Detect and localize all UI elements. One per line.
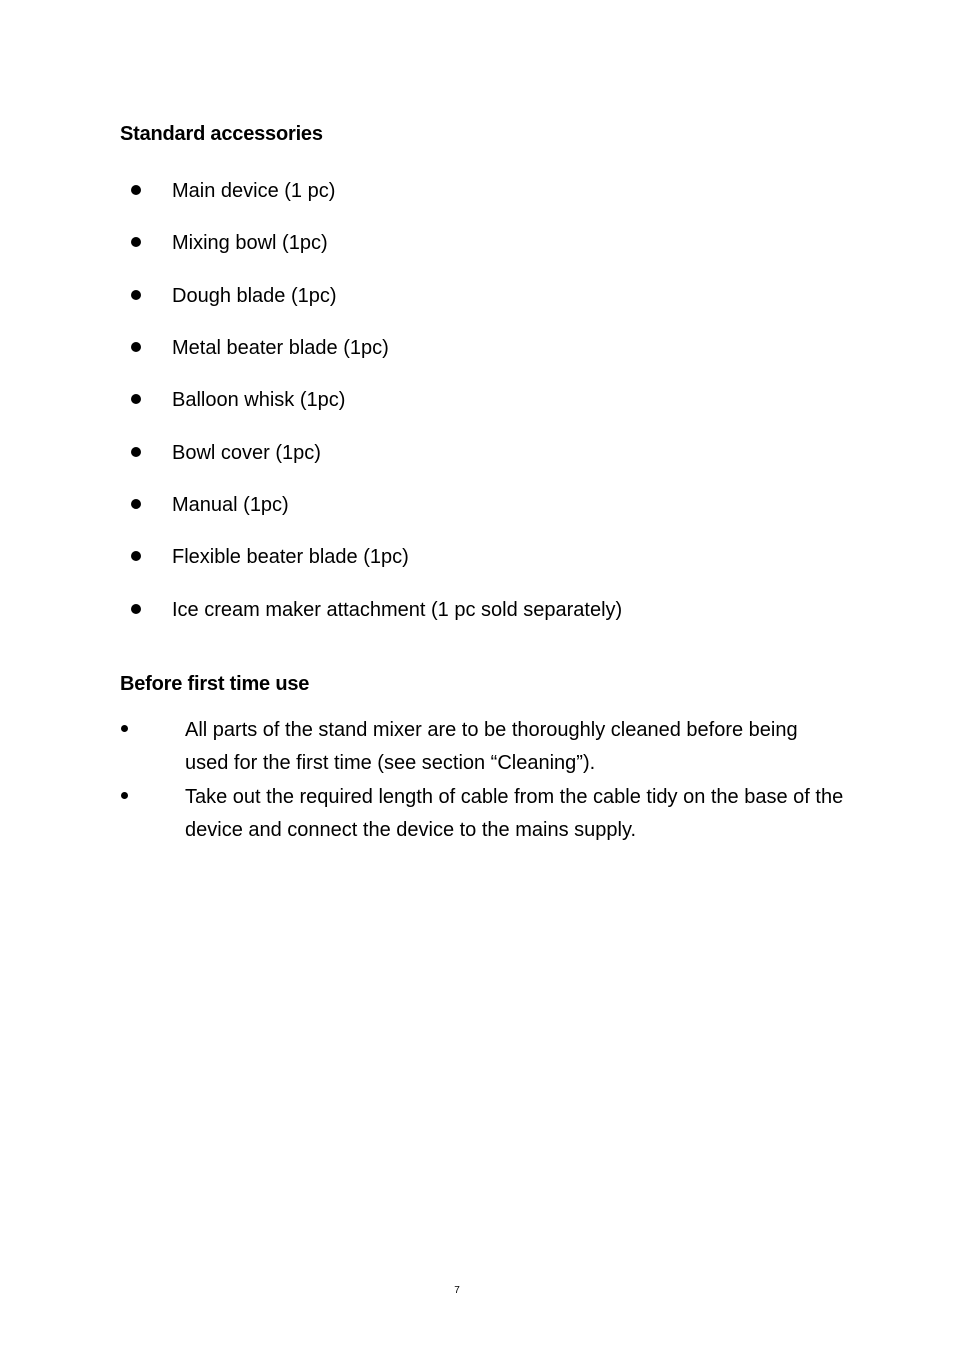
bullet-icon bbox=[131, 394, 141, 404]
bullet-icon bbox=[131, 290, 141, 300]
list-item-text: Dough blade (1pc) bbox=[172, 285, 337, 307]
bullet-icon bbox=[131, 342, 141, 352]
bullet-icon bbox=[121, 792, 128, 799]
list-item bbox=[0, 230, 954, 256]
list-item bbox=[0, 283, 954, 309]
list-item bbox=[0, 597, 954, 623]
bullet-icon bbox=[131, 237, 141, 247]
bullet-icon bbox=[121, 725, 128, 732]
list-item bbox=[0, 335, 954, 361]
list-item-text: Manual (1pc) bbox=[172, 494, 289, 516]
list-item-text: Mixing bowl (1pc) bbox=[172, 232, 328, 254]
list-item bbox=[0, 492, 954, 518]
list-item-text: Bowl cover (1pc) bbox=[172, 442, 321, 464]
list-item-text: Take out the required length of cable from the cable tidy on the base of the device and connect the device to the mains supply. bbox=[185, 786, 844, 841]
bullet-icon bbox=[131, 551, 141, 561]
list-item-text: Main device (1 pc) bbox=[172, 180, 336, 202]
list-item-text: Ice cream maker attachment (1 pc sold separately) bbox=[172, 599, 623, 621]
bullet-icon bbox=[131, 185, 141, 195]
bullet-icon bbox=[131, 604, 141, 614]
before-first-use-heading: Before first time use bbox=[120, 673, 310, 695]
bullet-icon bbox=[131, 447, 141, 457]
list-item bbox=[0, 178, 954, 204]
list-item bbox=[0, 440, 954, 466]
list-item-text: Balloon whisk (1pc) bbox=[172, 389, 346, 411]
list-item-text: All parts of the stand mixer are to be thoroughly cleaned before being used for the first time (see section “Cleaning”). bbox=[185, 719, 798, 774]
page-number: 7 bbox=[454, 1285, 460, 1296]
list-item bbox=[0, 387, 954, 413]
list-item-text: Flexible beater blade (1pc) bbox=[172, 546, 409, 568]
bullet-icon bbox=[131, 499, 141, 509]
list-item bbox=[0, 544, 954, 570]
standard-accessories-heading: Standard accessories bbox=[120, 123, 323, 145]
list-item-text: Metal beater blade (1pc) bbox=[172, 337, 389, 359]
